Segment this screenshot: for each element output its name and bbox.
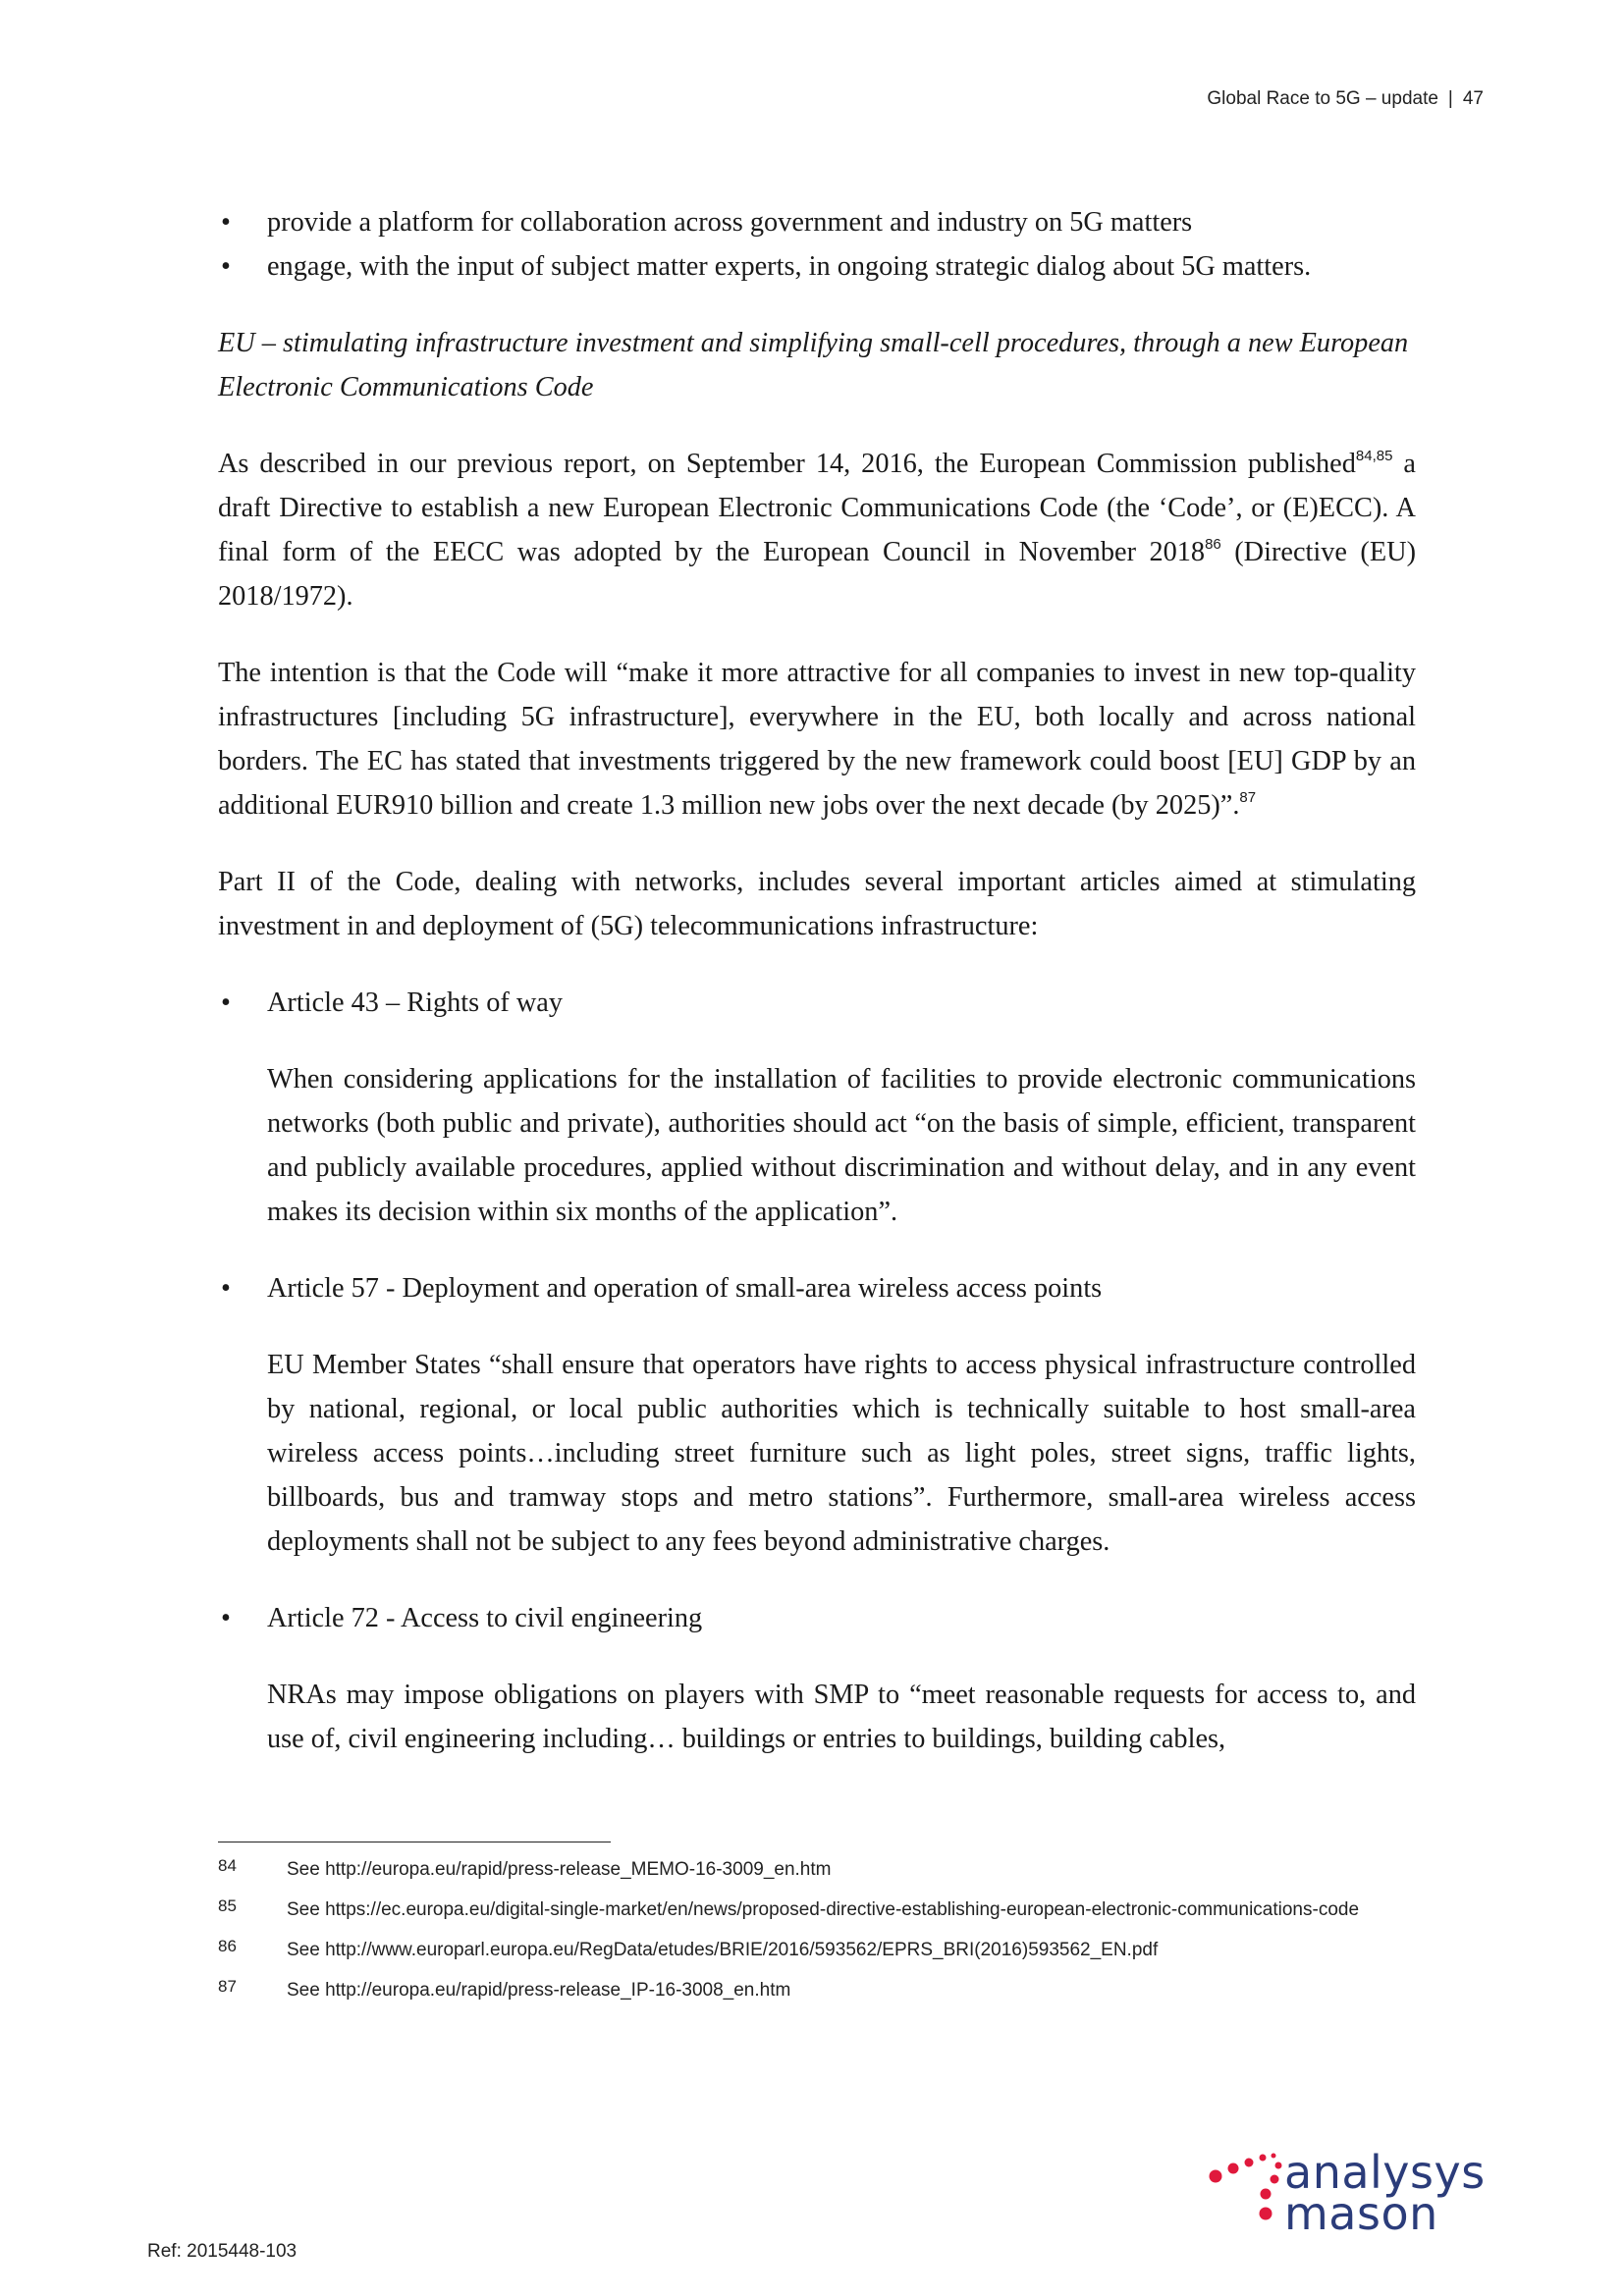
footnote-number: 86 [218,1937,237,1955]
footnote-text[interactable]: See http://europa.eu/rapid/press-release_IP-16-3008_en.htm [287,1980,791,2001]
article-body: When considering applications for the installation of facilities to provide electronic communications networks (both public and private), authorities should act “on the basis of simple, efficient, transparent and publicly available procedures, applied without discrimination and without delay, and in any event makes its decision within six months of the application”. [267,1064,1416,1227]
footnotes [218,1856,1396,2020]
footnote-reference[interactable]: 84,85 [1355,448,1393,464]
main-content [218,200,1416,1761]
footnote-text[interactable]: See http://europa.eu/rapid/press-release_MEMO-16-3009_en.htm [287,1859,832,1880]
article-title: Article 43 – Rights of way [267,988,563,1018]
bullet-icon: • [221,251,231,282]
paragraph-text: The intention is that the Code will “make it more attractive for all companies to invest in new top-quality infrastructures [including 5G infrastructure], everywhere in the EU, both locally and across national borders. The EC has stated that investments triggered by the new framework could boost [EU] GDP by an additional EUR910 billion and create 1.3 million new jobs over the next decade (by 2025)”. [218,658,1416,821]
paragraph-text: a draft Directive to establish a new European Electronic Communications Code (the ‘Code’, or (E)ECC). A final form of the EECC was adopted by the European Council in November 2018 [218,449,1416,567]
page-header [1207,88,1484,110]
paragraph-text: As described in our previous report, on September 14, 2016, the European Commission published [218,449,1356,479]
footnote [218,1977,1396,2002]
article-title: Article 72 - Access to civil engineering [267,1603,703,1633]
footnote-reference[interactable]: 86 [1205,536,1221,553]
analysys-mason-logo [1206,2140,1510,2238]
list-item [218,200,1416,244]
intro-bullet-list [218,200,1416,289]
bullet-icon: • [221,207,231,238]
footnote-text[interactable]: See http://www.europarl.europa.eu/RegData/etudes/BRIE/2016/593562/EPRS_BRI(2016)593562_EN.pdf [287,1940,1159,1960]
logo-dots [1210,2154,1282,2220]
footnote-reference[interactable]: 87 [1239,789,1257,806]
section-heading: EU – stimulating infrastructure investment and simplifying small-cell procedures, through a new European Electronic Communications Code [218,328,1409,402]
footnote [218,1856,1396,1881]
paragraph-text: (Directive (EU) 2018/1972). [218,537,1416,612]
article-43-item [218,981,1416,1025]
footnote-number: 84 [218,1856,237,1875]
footnote [218,1896,1396,1921]
document-reference: Ref: 2015448-103 [147,2241,298,2262]
page-number: 47 [1462,88,1484,109]
bullet-icon: • [221,1273,231,1304]
list-item [218,244,1416,289]
paragraph-3: Part II of the Code, dealing with networks, includes several important articles aimed at stimulating investment in and deployment of (5G) telecommunications infrastructure: [218,867,1416,941]
list-item-text: engage, with the input of subject matter experts, in ongoing strategic dialog about 5G matters. [267,251,1312,282]
article-title: Article 57 - Deployment and operation of small-area wireless access points [267,1273,1103,1304]
bullet-icon: • [221,1603,231,1633]
footnote [218,1937,1396,1961]
footnote-number: 85 [218,1896,237,1915]
bullet-icon: • [221,988,231,1018]
header-title: Global Race to 5G – update [1207,88,1438,109]
article-body: EU Member States “shall ensure that operators have rights to access physical infrastructure controlled by national, regional, or local public authorities which is technically suitable to host small-area wireless access points…including street furniture such as light poles, street signs, traffic lights, billboards, bus and tramway stops and metro stations”. Furthermore, small-area wireless access deployments shall not be subject to any fees beyond administrative charges. [267,1350,1416,1557]
footnote-text[interactable]: See https://ec.europa.eu/digital-single-market/en/news/proposed-directive-establishing-european-electronic-communications-code [287,1899,1360,1920]
article-body: NRAs may impose obligations on players with SMP to “meet reasonable requests for access to, and use of, civil engineering including… buildings or entries to buildings, building cables, [267,1680,1416,1754]
logo-text-line1: analysys [1284,2146,1486,2199]
list-item-text: provide a platform for collaboration across government and industry on 5G matters [267,207,1193,238]
logo-dots-icon [1206,2140,1294,2238]
footnote-number: 87 [218,1977,237,1996]
article-72-item [218,1596,1416,1640]
paragraph-2 [218,651,1416,828]
header-separator: | [1447,88,1453,109]
article-57-item [218,1266,1416,1310]
logo-text-line2: mason [1284,2187,1438,2240]
paragraph-1 [218,442,1416,618]
